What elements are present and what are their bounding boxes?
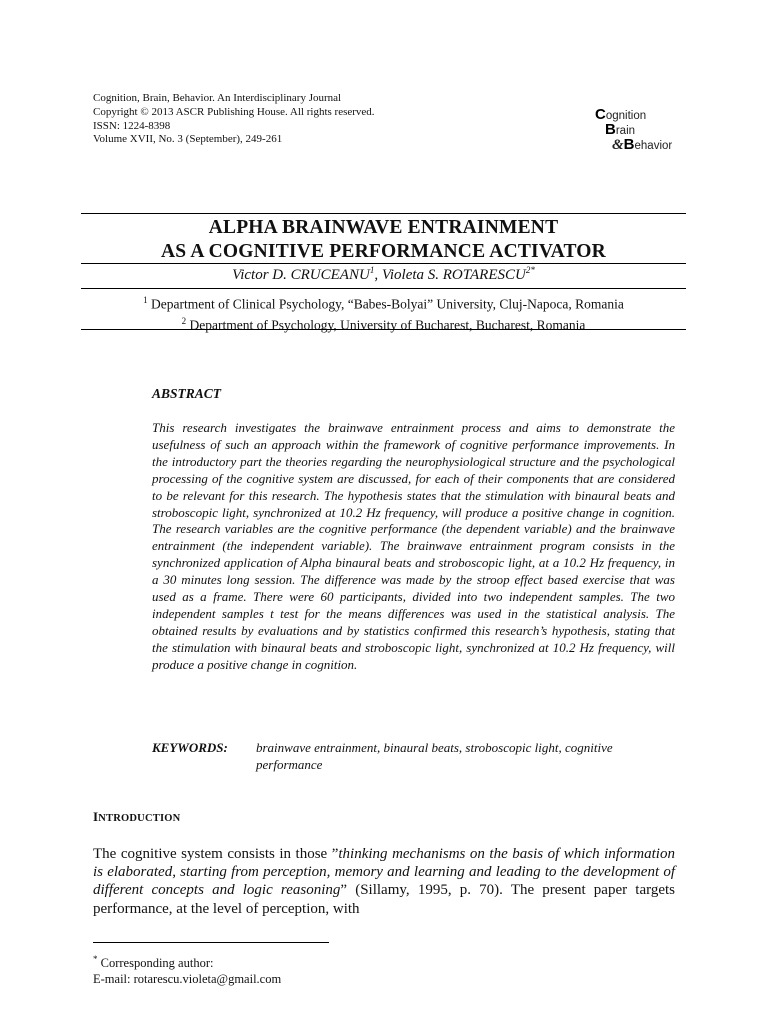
authors-bottom-rule <box>81 288 686 289</box>
footnote-marker: * <box>93 954 98 964</box>
copyright-line: Copyright © 2013 ASCR Publishing House. All rights reserved. <box>93 105 375 118</box>
logo-be-rest: ehavior <box>634 140 673 152</box>
introduction-heading <box>93 809 180 825</box>
paper-title <box>81 216 686 264</box>
footnote <box>93 951 281 987</box>
intro-quote: thinking mechanisms on the basis of which information is elaborated, starting from perception, memory and learning and leading to the development of different concepts and logic reasoning <box>93 846 675 899</box>
title-top-rule <box>81 213 686 214</box>
journal-name: Cognition, Brain, Behavior. An Interdisciplinary Journal <box>93 92 342 104</box>
affiliations <box>81 292 686 333</box>
logo-c-rest: ognition <box>605 110 647 122</box>
author-2-sup: 2* <box>525 265 535 275</box>
logo-b-rest: rain <box>615 125 636 137</box>
introduction-paragraph <box>93 845 675 918</box>
introduction-heading-rest: NTRODUCTION <box>98 813 181 824</box>
title-line-1: ALPHA BRAINWAVE ENTRAINMENT <box>208 217 559 238</box>
author-separator: , <box>374 267 382 283</box>
logo-b-initial: B <box>605 121 616 138</box>
keywords-label: KEYWORDS: <box>152 740 228 755</box>
author-2: Violeta S. ROTARESCU <box>381 267 526 283</box>
footnote-email: E-mail: rotarescu.violeta@gmail.com <box>93 972 282 987</box>
introduction-heading-initial: I <box>93 809 99 824</box>
affiliation-2-text: Department of Psychology, University of Bucharest, Bucharest, Romania <box>186 317 586 332</box>
keywords-value: brainwave entrainment, binaural beats, stroboscopic light, cognitive performance <box>256 740 613 772</box>
affiliations-bottom-rule <box>81 329 686 330</box>
author-1-sup: 1 <box>369 265 375 275</box>
volume-line: Volume XVII, No. 3 (September), 249-261 <box>93 133 283 146</box>
affiliation-1-text: Department of Clinical Psychology, “Babes-Bolyai” University, Cluj-Napoca, Romania <box>147 296 624 312</box>
journal-info <box>93 92 375 147</box>
affiliation-1-sup: 1 <box>143 295 148 305</box>
intro-text-after: ” (Sillamy, 1995, p. 70). The present paper targets performance, at the level of perception, with <box>93 882 675 917</box>
logo-be-initial: B <box>623 136 635 153</box>
footnote-rule <box>93 942 329 943</box>
logo-ampersand: & <box>612 137 624 153</box>
author-list <box>81 265 686 284</box>
abstract-text: This research investigates the brainwave entrainment process and aims to demonstrate the usefulness of such an approach within the framework of cognitive performance improvements. In the introductory part the theories regarding the neurophysiological structure and the psychological processing of the cognitive system are discussed, for each of their components that are considered to be relevant for this research. The hypothesis states that the stimulation with binaural beats and stroboscopic light, synchronized at 10.2 Hz frequency, will produce a positive change in cognition. The research variables are the cognitive performance (the dependent variable) and the brainwave entrainment (the independent variable). The brainwave entrainment program consists in the synchronized application of Alpha binaural beats and stroboscopic light, at a 10.2 Hz frequency, in a 30 minutes long session. The difference was made by the stroop effect based exercise that was used as a frame. There were 60 participants, divided into two independent samples. The two independent samples t test for the means differences was used in the statistical analysis. The obtained results by evaluations and by statistics confirmed this research’s hypothesis, stating that the stimulation with binaural beats and stroboscopic light, synchronized at 10.2 Hz frequency, will produce a positive change in cognition. <box>152 420 675 672</box>
author-1: Victor D. CRUCEANU <box>232 267 370 283</box>
intro-text-before: The cognitive system consists in those ” <box>93 846 339 862</box>
journal-logo <box>595 108 672 153</box>
title-bottom-rule <box>81 263 686 264</box>
issn-line: ISSN: 1224-8398 <box>93 119 171 132</box>
affiliation-2-sup: 2 <box>181 315 187 326</box>
logo-c-initial: C <box>595 106 606 123</box>
abstract-heading: ABSTRACT <box>152 386 222 401</box>
affiliation-1 <box>81 292 686 313</box>
footnote-line-1: Corresponding author: <box>97 956 214 971</box>
title-line-2: AS A COGNITIVE PERFORMANCE ACTIVATOR <box>161 241 606 262</box>
